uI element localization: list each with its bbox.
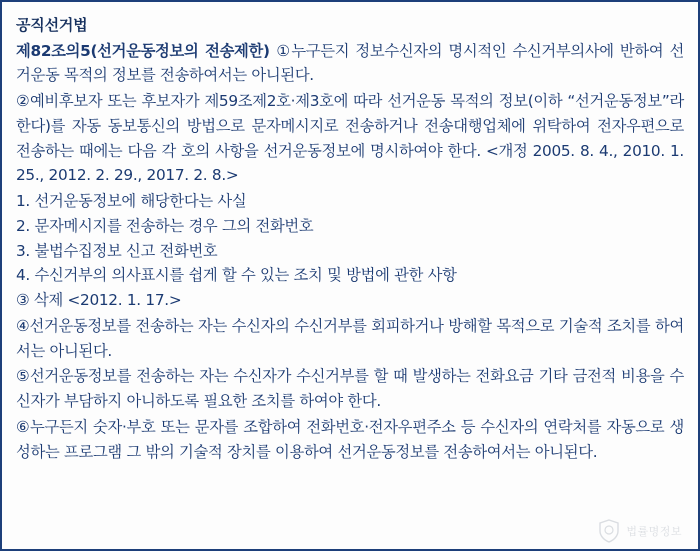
list-item: 1. 선거운동정보에 해당한다는 사실 xyxy=(16,192,247,211)
watermark xyxy=(598,519,682,543)
document-body xyxy=(2,2,698,549)
list-item: 4. 수신거부의 의사표시를 쉽게 할 수 있는 조치 및 방법에 관한 사항 xyxy=(16,266,457,285)
article-paragraph-4: ④선거운동정보를 전송하는 자는 수신자의 수신거부를 회피하거나 방해할 목적으로 기술적 조치를 하여서는 아니된다. xyxy=(16,316,684,360)
article-paragraph-1: ①누구든지 정보수신자의 명시적인 수신거부의사에 반하여 선거운동 목적의 정보를 전송하여서는 아니된다. xyxy=(16,41,684,85)
list-item: 3. 불법수집정보 신고 전화번호 xyxy=(16,241,218,260)
article-paragraph-3: ③ 삭제 <2012. 1. 17.> xyxy=(16,291,182,310)
article-paragraph-2: ②예비후보자 또는 후보자가 제59조제2호·제3호에 따라 선거운동 목적의 정보(이하 “선거운동정보”라 한다)를 자동 동보통신의 방법으로 문자메시지로 전송하거나 전송대행업체에 위탁하여 전자우편으로 전송하는 때에는 다음 각 호의 사항을 선거운동정보에 명시하여야 한다. <개정 2005. 8. 4., 2010. 1. 25., 2012. 2. 29., 2017. 2. 8.> xyxy=(16,92,684,185)
article-headline xyxy=(16,39,684,89)
document-title: 공직선거법 xyxy=(16,16,88,34)
article-paragraph-5: ⑤선거운동정보를 전송하는 자는 수신자가 수신거부를 할 때 발생하는 전화요금 기타 금전적 비용을 수신자가 부담하지 아니하도록 필요한 조치를 하여야 한다. xyxy=(16,367,684,411)
article-paragraph-6: ⑥누구든지 숫자·부호 또는 문자를 조합하여 전화번호·전자우편주소 등 수신자의 연락처를 자동으로 생성하는 프로그램 그 밖의 기술적 장치를 이용하여 선거운동정보를 전송하여서는 아니된다. xyxy=(16,417,684,461)
watermark-text: 법률명정보 xyxy=(626,525,682,538)
article-number-label: 제82조의5(선거운동정보의 전송제한) xyxy=(16,41,270,60)
list-item: 2. 문자메시지를 전송하는 경우 그의 전화번호 xyxy=(16,216,314,235)
seal-icon xyxy=(598,519,620,543)
